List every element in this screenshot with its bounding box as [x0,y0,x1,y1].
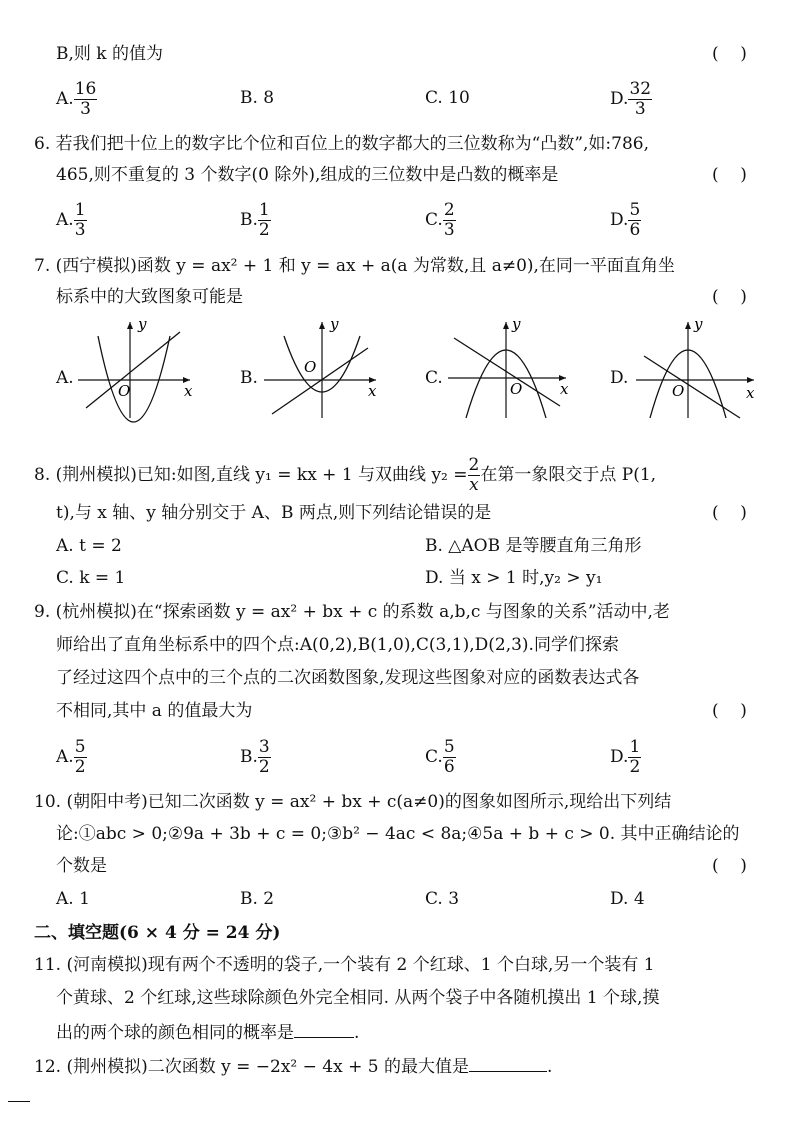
q11-line1: 11. (河南模拟)现有两个不透明的袋子,一个装有 2 个红球、1 个白球,另一个装有 1 [34,955,655,975]
q8-line1: 8. (荆州模拟)已知:如图,直线 y₁ = kx + 1 与双曲线 y₂ = $\frac{2}{x}$ 在第一象限交于点 P(1, [34,455,657,495]
page-footer-mark [8,1101,30,1102]
q9-answer-paren: ( ) [712,701,747,721]
q6-line1: 6. 若我们把十位上的数字比个位和百位上的数字都大的三位数称为“凸数”,如:786, [34,134,649,154]
q8-line2: t),与 x 轴、y 轴分别交于 A、B 两点,则下列结论错误的是 [56,503,492,523]
q6-option-c: C. $\frac{2}{3}$ [425,200,455,240]
q7-graph-c-label: C. [425,368,443,388]
q6-line2: 465,则不重复的 3 个数字(0 除外),组成的三位数中是凸数的概率是 [56,165,559,185]
q6-answer-paren: ( ) [712,165,747,185]
q8-option-d: D. 当 x > 1 时,y₂ > y₁ [425,568,603,588]
axis-x-label: x [184,382,193,400]
q9-option-b: B. $\frac{3}{2}$ [240,737,270,777]
q9-option-c: C. $\frac{5}{6}$ [425,737,455,777]
q8-answer-paren: ( ) [712,503,747,523]
q6-option-d: D. $\frac{5}{6}$ [610,200,641,240]
q7-graph-d-label: D. [610,368,629,388]
q7-graph-c [448,315,573,423]
q11-line2: 个黄球、2 个红球,这些球除颜色外完全相同. 从两个袋子中各随机摸出 1 个球,摸 [56,988,660,1008]
q10-option-b: B. 2 [240,889,275,909]
q5-option-c: C. 10 [425,88,470,108]
q8-option-c: C. k = 1 [56,568,126,588]
q10-line1: 10. (朝阳中考)已知二次函数 y = ax² + bx + c(a≠0)的图象如图所示,现给出下列结 [34,792,672,812]
q5-option-a: A. $\frac{16}{3}$ [56,79,97,119]
q10-line3: 个数是 [56,856,107,876]
q10-option-c: C. 3 [425,889,460,909]
q5-answer-paren: ( ) [712,44,747,64]
q10-option-d: D. 4 [610,889,645,909]
q7-answer-paren: ( ) [712,287,747,307]
q7-graph-b-label: B. [240,368,258,388]
q5-option-d: D. $\frac{32}{3}$ [610,79,652,119]
q10-line2: 论:①abc > 0;②9a + 3b + c = 0;③b² − 4ac < 8a;④5a + b + c > 0. 其中正确结论的 [56,824,740,844]
axis-x-label: x [368,382,377,400]
q9-line1: 9. (杭州模拟)在“探索函数 y = ax² + bx + c 的系数 a,b,c 与图象的关系”活动中,老 [34,602,670,622]
origin-label: O [672,382,685,400]
q7-graph-a [78,315,198,423]
q9-option-a: A. $\frac{5}{2}$ [56,737,86,777]
q9-option-d: D. $\frac{1}{2}$ [610,737,641,777]
q7-line2: 标系中的大致图象可能是 [56,287,243,307]
origin-label: O [118,382,131,400]
q7-graph-d [636,315,761,423]
q11-answer-blank[interactable] [294,1019,354,1038]
q7-line1: 7. (西宁模拟)函数 y = ax² + 1 和 y = ax + a(a 为常数,且 a≠0),在同一平面直角坐 [34,256,675,276]
axis-y-label: y [138,315,147,333]
axis-y-label: y [694,315,703,333]
q8-option-a: A. t = 2 [56,536,122,556]
q10-option-a: A. 1 [56,889,90,909]
axis-y-label: y [330,315,339,333]
q7-graph-b [264,315,384,423]
axis-x-label: x [746,384,755,402]
q9-line2: 师给出了直角坐标系中的四个点:A(0,2),B(1,0),C(3,1),D(2,3).同学们探索 [56,635,619,655]
q6-option-a: A. $\frac{1}{3}$ [56,200,86,240]
q9-line3: 了经过这四个点中的三个点的二次函数图象,发现这些图象对应的函数表达式各 [56,668,640,688]
q6-option-b: B. $\frac{1}{2}$ [240,200,270,240]
q5-option-b: B. 8 [240,88,275,108]
q8-option-b: B. △AOB 是等腰直角三角形 [425,536,642,556]
q12-answer-blank[interactable] [469,1053,547,1072]
q12-line1: 12. (荆州模拟)二次函数 y = −2x² − 4x + 5 的最大值是 . [34,1053,552,1079]
q5-stem-tail: B,则 k 的值为 [56,44,164,64]
origin-label: O [304,358,317,376]
axis-y-label: y [512,315,521,333]
origin-label: O [510,380,523,398]
q11-line3: 出的两个球的颜色相同的概率是 . [56,1019,359,1045]
q7-graph-a-label: A. [56,368,74,388]
section-heading-fill-in: 二、填空题(6 × 4 分 = 24 分) [34,923,281,943]
axis-x-label: x [560,380,569,398]
q10-answer-paren: ( ) [712,856,747,876]
q9-line4: 不相同,其中 a 的值最大为 [56,701,253,721]
